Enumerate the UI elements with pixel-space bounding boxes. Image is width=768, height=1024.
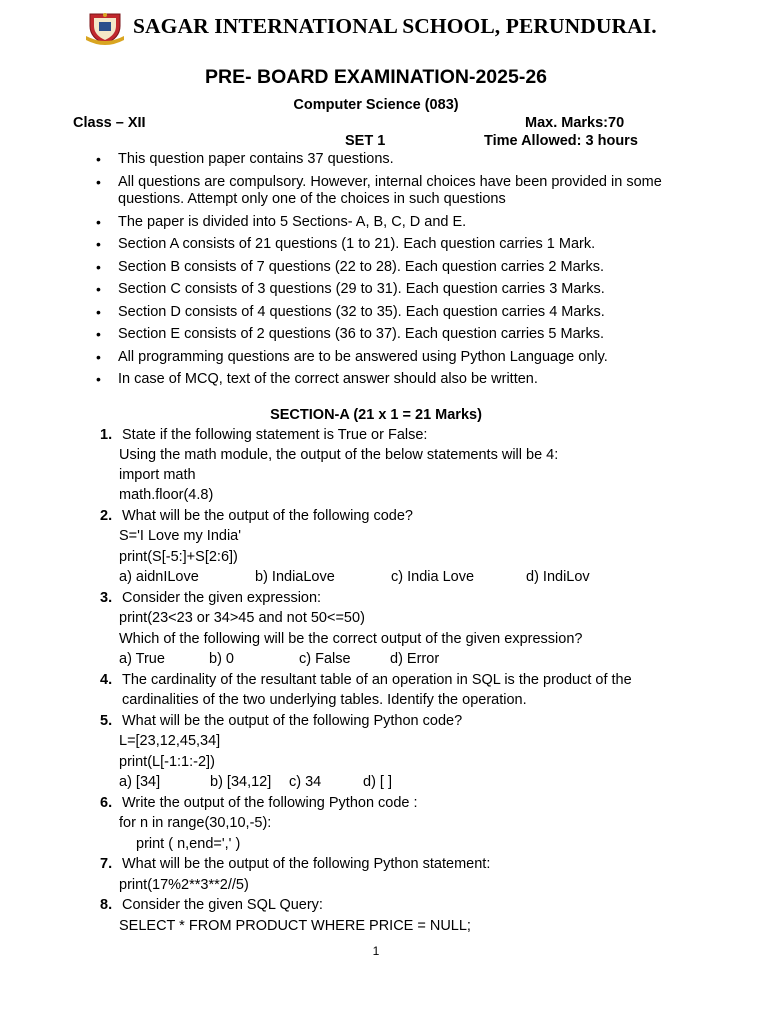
instruction-item: • All questions are compulsory. However, internal choices have been provided in some questions. Attempt only one of the choices in such questions	[96, 174, 676, 209]
code-line: print(L[-1:1:-2])	[119, 753, 215, 770]
option-a: a) True	[119, 651, 165, 667]
question-number: 4.	[100, 671, 113, 688]
option-d: d) [ ]	[363, 774, 393, 790]
instruction-item: • In case of MCQ, text of the correct answer should also be written.	[96, 371, 676, 389]
question-number: 5.	[100, 712, 113, 729]
class-label: Class – XII	[73, 115, 146, 131]
option-c: c) India Love	[391, 569, 475, 585]
code-line: print ( n,end=',' )	[136, 835, 241, 852]
question-line: Which of the following will be the correct output of the given expression?	[119, 630, 583, 647]
question-text: State if the following statement is True or False:	[122, 427, 428, 443]
option-b: b) 0	[209, 651, 234, 667]
question-7	[100, 854, 680, 875]
question-number: 3.	[100, 589, 113, 606]
code-line: math.floor(4.8)	[119, 487, 214, 503]
code-line: SELECT * FROM PRODUCT WHERE PRICE = NULL;	[119, 917, 471, 934]
instruction-item: • The paper is divided into 5 Sections- A, B, C, D and E.	[96, 214, 676, 232]
code-line: S='I Love my India'	[119, 528, 242, 544]
question-number: 1.	[100, 427, 113, 443]
instruction-item: • Section E consists of 2 questions (36 to 37). Each question carries 5 Marks.	[96, 326, 676, 344]
instruction-item: • This question paper contains 37 questions.	[96, 151, 676, 169]
option-a: a) aidnILove	[119, 569, 199, 585]
option-b: b) [34,12]	[210, 774, 272, 790]
question-text: The cardinality of the resultant table of an operation in SQL is the product of the	[122, 671, 632, 688]
question-text: What will be the output of the following code?	[122, 507, 413, 524]
instruction-item: • Section C consists of 3 questions (29 to 31). Each question carries 3 Marks.	[96, 281, 676, 299]
option-b: b) IndiaLove	[255, 569, 335, 585]
option-d: d) Error	[390, 651, 440, 667]
question-6	[100, 793, 680, 814]
options-row	[100, 772, 680, 793]
question-text: What will be the output of the following Python code?	[122, 712, 463, 729]
code-line: print(17%2**3**2//5)	[119, 876, 249, 893]
page-number: 1	[372, 944, 380, 958]
set-label: SET 1	[345, 133, 386, 149]
school-name: SAGAR INTERNATIONAL SCHOOL, PERUNDURAI.	[133, 14, 657, 38]
code-line: print(S[-5:]+S[2:6])	[119, 548, 238, 565]
code-line: print(23<23 or 34>45 and not 50<=50)	[119, 610, 365, 626]
question-line: Using the math module, the output of the below statements will be 4:	[119, 446, 559, 463]
code-line: for n in range(30,10,-5):	[119, 815, 272, 831]
option-c: c) False	[299, 651, 351, 667]
time-allowed: Time Allowed: 3 hours	[484, 133, 638, 149]
question-number: 7.	[100, 856, 113, 872]
instructions-list	[96, 151, 676, 394]
question-number: 6.	[100, 794, 113, 811]
code-line: L=[23,12,45,34]	[119, 733, 221, 749]
question-number: 8.	[100, 897, 113, 913]
question-text: Consider the given SQL Query:	[122, 897, 323, 913]
question-text: Write the output of the following Python code :	[122, 794, 418, 811]
questions	[100, 425, 680, 936]
question-3	[100, 588, 680, 609]
exam-title: PRE- BOARD EXAMINATION-2025-26	[204, 66, 548, 88]
question-text: What will be the output of the following Python statement:	[122, 856, 491, 872]
option-c: c) 34	[289, 774, 322, 790]
question-number: 2.	[100, 507, 113, 524]
options-row	[100, 567, 680, 588]
subject-line: Computer Science (083)	[293, 97, 459, 113]
question-2	[100, 506, 680, 527]
max-marks: Max. Marks:70	[525, 115, 625, 131]
question-8	[100, 895, 680, 916]
instruction-item: • Section D consists of 4 questions (32 to 35). Each question carries 4 Marks.	[96, 304, 676, 322]
instruction-item: • All programming questions are to be answered using Python Language only.	[96, 349, 676, 367]
options-row	[100, 649, 680, 670]
option-d: d) IndiLov	[526, 569, 590, 585]
section-a-heading: SECTION-A (21 x 1 = 21 Marks)	[270, 407, 482, 423]
question-text: Consider the given expression:	[122, 589, 322, 606]
question-5	[100, 711, 680, 732]
school-crest-icon	[84, 10, 126, 46]
instruction-item: • Section B consists of 7 questions (22 to 28). Each question carries 2 Marks.	[96, 259, 676, 277]
question-line: cardinalities of the two underlying tables. Identify the operation.	[122, 692, 527, 708]
code-line: import math	[119, 466, 196, 483]
instruction-item: • Section A consists of 21 questions (1 to 21). Each question carries 1 Mark.	[96, 236, 676, 254]
option-a: a) [34]	[119, 774, 161, 790]
question-4	[100, 670, 680, 691]
question-1	[100, 425, 680, 446]
